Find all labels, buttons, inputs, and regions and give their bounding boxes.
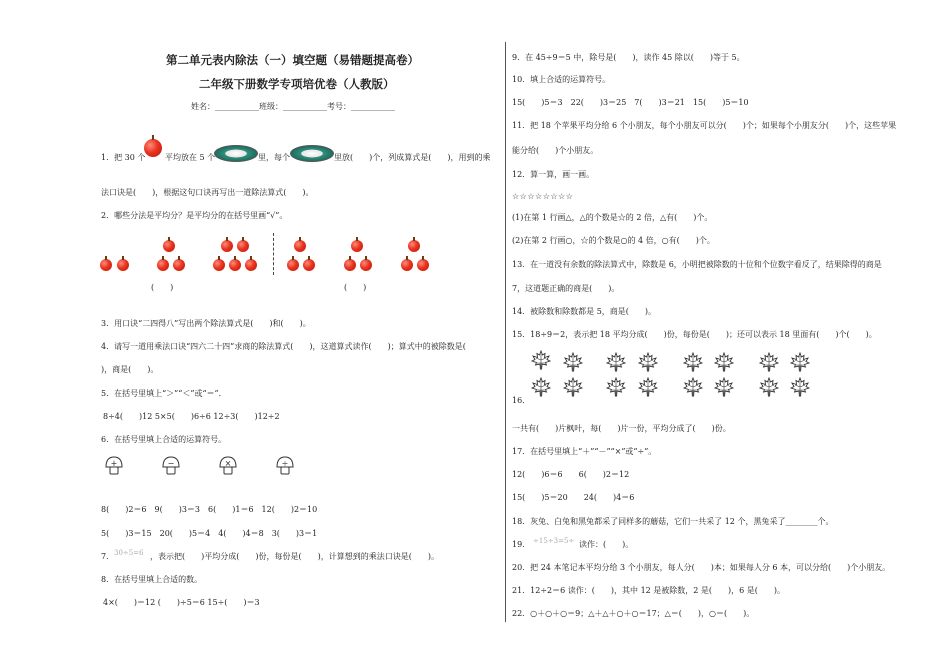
q19-number: 19．: [512, 540, 531, 549]
q11-text-b: 能分给( )个小朋友。: [512, 146, 599, 155]
apple-icon: [173, 259, 185, 271]
mushroom-sign-times: ×: [224, 459, 232, 468]
q18-text: 18．灰兔、白兔和黑兔都采了同样多的蘑菇，它们一共采了 12 个，黑兔采了________个。: [512, 517, 834, 526]
q2-answer-blank-1[interactable]: ( ): [151, 283, 174, 292]
apple-icon: [157, 259, 169, 271]
maple-leaf-icon: [759, 377, 779, 397]
q1-part-e: 法口诀是( )，根据这句口诀再写出一道除法算式( )。: [101, 188, 314, 197]
q11-text-a: 11．把 18 个苹果平均分给 6 个小朋友，每个小朋友可以分( )个；如果每个小朋友分( )个，这些苹果: [512, 121, 897, 130]
q19-text: 读作：( )。: [579, 540, 634, 549]
maple-leaf-icon: [531, 377, 551, 397]
q17-text: 17．在括号里填上“＋”“－”“×”或“÷”。: [512, 447, 657, 456]
maple-leaf-icon: [531, 350, 551, 370]
q16-number: 16．: [512, 396, 531, 405]
plate-icon: [290, 145, 334, 162]
apple-icon: [144, 139, 162, 157]
q1-part-b: 平均放在 5 个: [165, 153, 216, 162]
apple-icon: [401, 259, 413, 271]
apple-icon: [287, 259, 299, 271]
maple-leaf-icon: [790, 377, 810, 397]
q7-equation-image: 30÷5=6: [114, 549, 144, 557]
q12-stars: ☆☆☆☆☆☆☆☆: [512, 192, 574, 201]
maple-leaf-icon: [714, 377, 734, 397]
q2-answer-blank-2[interactable]: ( ): [344, 283, 367, 292]
apple-icon: [117, 259, 129, 271]
apple-icon: [408, 240, 420, 252]
maple-leaf-icon: [683, 352, 703, 372]
apple-icon: [221, 240, 233, 252]
q17-row-2: 15( )5＝20 24( )4＝6: [512, 493, 635, 502]
apple-icon: [360, 259, 372, 271]
q20-text: 20．把 24 本笔记本平均分给 3 个小朋友，每人分( )本；如果每人分 6 本，可以分给( )个小朋友。: [512, 563, 891, 572]
apple-icon: [417, 259, 429, 271]
q6-text: 6．在括号里填上合适的运算符号。: [101, 435, 227, 444]
q9-text: 9．在 45÷9＝5 中，除号是( )，读作 45 除以( )等于 5。: [512, 53, 745, 62]
maple-leaf-icon: [790, 352, 810, 372]
q5-text: 5．在括号里填上“＞”“＜”或“＝”．: [101, 389, 227, 398]
maple-leaf-icon: [759, 352, 779, 372]
apple-icon: [294, 240, 306, 252]
q13-text-b: 7，这道题正确的商是( )。: [512, 284, 620, 293]
q4-text-b: )，商是( )。: [101, 365, 159, 374]
q10-text: 10．填上合适的运算符号。: [512, 75, 611, 84]
apple-icon: [213, 259, 225, 271]
mushroom-plus-icon: [105, 456, 123, 478]
q19-equation-image: ÷15÷3=5÷: [533, 537, 575, 545]
q1-part-d: 里放( )个，列成算式是( )，用到的乘: [334, 153, 491, 162]
q4-text-a: 4．请写一道用乘法口诀“四六二十四”求商的除法算式( )，这道算式读作( )；算式中的被除数是(: [101, 342, 466, 351]
q12-part-2: (2)在第 2 行画○，☆的个数是○的 4 倍，○有( )个。: [512, 236, 715, 245]
maple-leaf-icon: [606, 377, 626, 397]
q13-text-a: 13．在一道没有余数的除法算式中，除数是 6，小明把被除数的十位和个位数字看反了，结果除得的商是: [512, 260, 882, 269]
q8-text: 8．在括号里填上合适的数。: [101, 575, 203, 584]
apple-icon: [163, 240, 175, 252]
q12-part-1: (1)在第 1 行画△，△的个数是☆的 2 倍，△有( )个。: [512, 213, 713, 222]
q22-text: 22．○＋○＋○＝9；△＋△＋○＋○＝17；△＝( )，○＝( )。: [512, 609, 755, 618]
column-divider: [505, 42, 506, 622]
apple-icon: [237, 240, 249, 252]
apple-icon: [303, 259, 315, 271]
mushroom-minus-icon: [162, 456, 180, 478]
apple-icon: [245, 259, 257, 271]
q7-text: ，表示把( )平均分成( )份，每份是( )，计算想到的乘法口诀是( )。: [150, 552, 439, 561]
mushroom-sign-plus: +: [110, 459, 118, 468]
q14-text: 14．被除数和除数都是 5，商是( )。: [512, 307, 657, 316]
maple-leaf-icon: [563, 352, 583, 372]
maple-leaf-icon: [638, 377, 658, 397]
plate-icon: [214, 145, 258, 162]
maple-leaf-icon: [714, 352, 734, 372]
mushroom-sign-divide: ÷: [281, 459, 289, 468]
q1-part-c: 里，每个: [258, 153, 290, 162]
dashed-separator: [273, 233, 274, 275]
q21-text: 21．12÷2＝6 读作：( )，其中 12 是被除数，2 是( )，6 是( )。: [512, 586, 786, 595]
maple-leaf-icon: [563, 377, 583, 397]
maple-leaf-icon: [683, 377, 703, 397]
q10-expressions: 15( )5＝3 22( )3＝25 7( )3＝21 15( )5＝10: [512, 98, 749, 107]
q2-text: 2．哪些分法是平均分？是平均分的在括号里画“√”。: [101, 211, 288, 220]
apple-icon: [344, 259, 356, 271]
page-subtitle: 二年级下册数学专项培优卷（人教版）: [199, 77, 395, 91]
q5-expressions: 8÷4( )12 5×5( )6÷6 12÷3( )12÷2: [103, 412, 280, 421]
q3-text: 3．用口诀“二四得八”写出两个除法算式是( )和( )。: [101, 319, 311, 328]
q12-text: 12．算一算，画一画。: [512, 170, 595, 179]
mushroom-sign-minus: −: [167, 459, 175, 468]
apple-icon: [351, 240, 363, 252]
page-title: 第二单元表内除法（一）填空题（易错题提高卷）: [166, 53, 419, 67]
maple-leaf-icon: [606, 352, 626, 372]
mushroom-times-icon: [219, 456, 237, 478]
q17-row-1: 12( )6＝6 6( )2＝12: [512, 470, 630, 479]
apple-icon: [229, 259, 241, 271]
q6-row-1: 8( )2＝6 9( )3＝3 6( )1＝6 12( )2＝10: [101, 505, 318, 514]
q7-number: 7．: [101, 552, 115, 561]
q15-text: 15．18÷9＝2，表示把 18 平均分成( )份，每份是( )；还可以表示 18 里面有( )个( )。: [512, 330, 877, 339]
q16-text: 一共有( )片枫叶，每( )片一份，平均分成了( )份。: [512, 424, 731, 433]
apple-icon: [100, 259, 112, 271]
q1-part-a: 1．把 30 个: [101, 153, 146, 162]
q6-row-2: 5( )3＝15 20( )5＝4 4( )4＝8 3( )3＝1: [101, 529, 318, 538]
q8-expressions: 4×( )＝12 ( )÷5＝6 15÷( )＝3: [103, 598, 260, 607]
mushroom-divide-icon: [276, 456, 294, 478]
student-info-line: 姓名：___________班级：___________考号：___________: [191, 102, 395, 111]
maple-leaf-icon: [638, 352, 658, 372]
